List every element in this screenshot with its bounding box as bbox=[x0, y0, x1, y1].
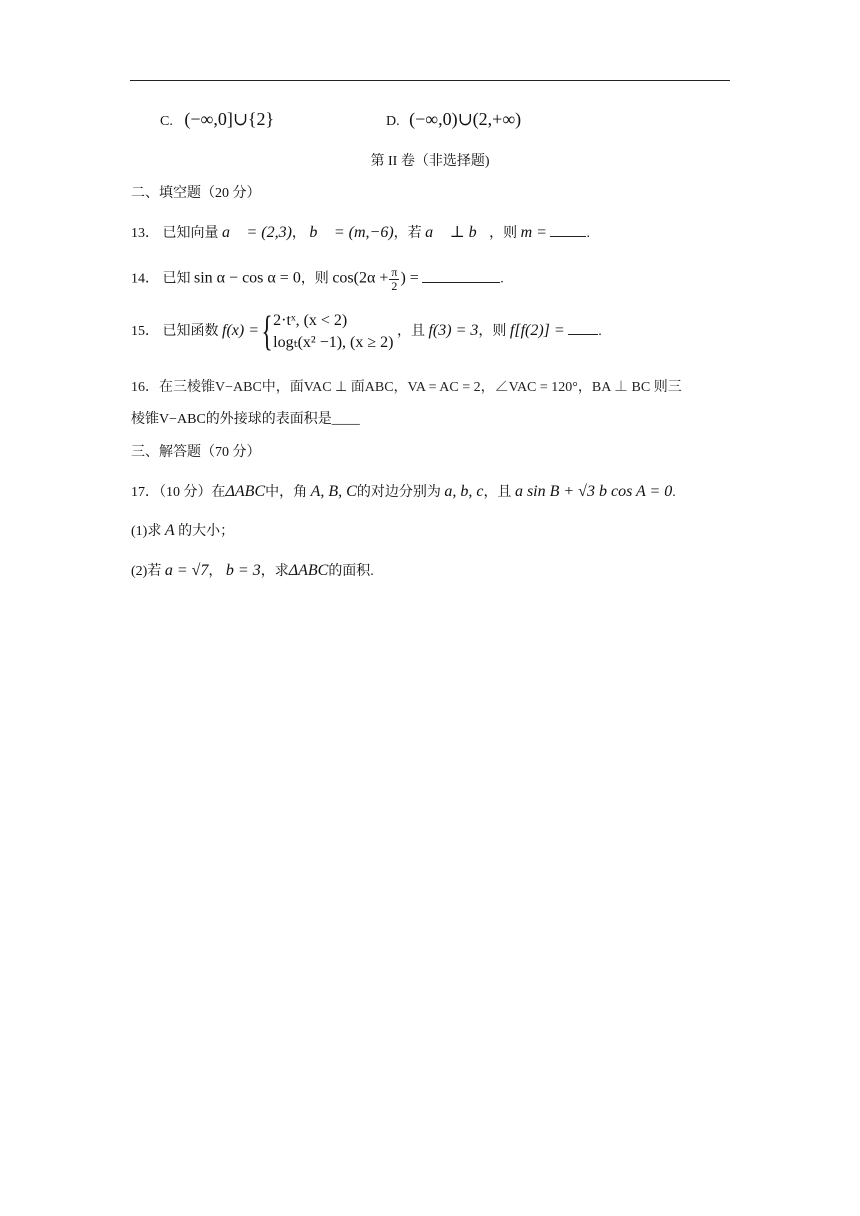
q13-m-eq: m = bbox=[520, 224, 547, 241]
q15-f-def: f(x) = bbox=[222, 322, 259, 340]
q14-frac-num: π bbox=[391, 265, 398, 279]
q17-end: . bbox=[672, 485, 676, 500]
q17-equation: a sin B + √3 b cos A = 0 bbox=[514, 483, 673, 500]
q17-intro: 17．（10 分）在 bbox=[131, 485, 226, 500]
q17-p2-triangle: ΔABC bbox=[288, 562, 329, 579]
option-c bbox=[160, 108, 274, 133]
q13-number: 13． bbox=[131, 226, 159, 241]
option-d-label: D. bbox=[386, 114, 400, 129]
q15-ask: f[f(2)] = bbox=[509, 322, 565, 340]
q13-vector-b: b⃗ = (m,−6) bbox=[309, 224, 394, 241]
q14-text-2: ，则 bbox=[300, 271, 329, 287]
question-15 bbox=[131, 310, 602, 354]
question-14 bbox=[131, 266, 504, 293]
q17-p2-sep: ， bbox=[208, 564, 223, 579]
question-16-line-2: 棱锥V−ABC的外接球的表面积是____ bbox=[131, 412, 360, 427]
section2-title: 二、填空题（20 分） bbox=[131, 186, 261, 201]
q14-expr-post: ) = bbox=[400, 269, 419, 287]
q17-text-1: 中，角 bbox=[265, 485, 308, 500]
header-rule bbox=[130, 80, 730, 81]
q14-frac-den: 2 bbox=[391, 279, 398, 293]
option-d bbox=[386, 108, 521, 133]
q13-text-2: ，若 bbox=[393, 226, 422, 241]
q13-answer-blank bbox=[550, 222, 586, 237]
q13-text-3: ，则 bbox=[489, 226, 518, 241]
q17-p2-post: 的面积. bbox=[328, 564, 374, 579]
q14-expr-pre: cos(2α + bbox=[332, 269, 389, 287]
q14-condition: sin α − cos α = 0 bbox=[194, 269, 301, 287]
q14-answer-blank bbox=[422, 268, 500, 283]
q14-text-1: 已知 bbox=[162, 271, 191, 287]
q15-end: . bbox=[598, 324, 602, 340]
q13-perp: a⃗ ⊥ b⃗ bbox=[425, 224, 490, 241]
q13-sep: ， bbox=[291, 226, 306, 241]
q17-angles: A, B, C bbox=[310, 483, 357, 500]
q15-text-2: ，且 bbox=[396, 324, 425, 340]
q14-number: 14． bbox=[131, 271, 159, 287]
q14-fraction bbox=[389, 266, 399, 293]
q17-sides: a, b, c bbox=[444, 483, 484, 500]
question-13 bbox=[131, 222, 590, 245]
q17-text-2: 的对边分别为 bbox=[356, 485, 441, 500]
q15-given: f(3) = 3 bbox=[428, 322, 479, 340]
q17-p2-b: b = 3 bbox=[225, 562, 261, 579]
question-17 bbox=[131, 481, 676, 504]
option-c-label: C. bbox=[160, 114, 173, 129]
q17-p1-post: 的大小； bbox=[178, 524, 235, 539]
q17-part-2 bbox=[131, 560, 374, 583]
question-16-line-1: 16．在三棱锥V−ABC中，面VAC ⊥ 面ABC，VA = AC = 2，∠VAC = 120°，BA ⊥ BC 则三 bbox=[131, 380, 682, 395]
q13-vector-a: a⃗ = (2,3) bbox=[222, 224, 292, 241]
q15-case-1: 2·tˣ, (x < 2) bbox=[273, 312, 348, 329]
q15-case-2: logₜ(x² −1), (x ≥ 2) bbox=[273, 334, 394, 351]
q15-answer-blank bbox=[568, 320, 598, 335]
section3-title: 三、解答题（70 分） bbox=[131, 445, 261, 460]
q15-text-3: ，则 bbox=[478, 324, 507, 340]
q14-end: . bbox=[500, 271, 504, 287]
q15-number: 15． bbox=[131, 324, 159, 340]
volume-title: 第 II 卷（非选择题) bbox=[370, 154, 490, 169]
q15-cases bbox=[273, 310, 393, 354]
q13-text-1: 已知向量 bbox=[162, 226, 219, 241]
option-d-expr: (−∞,0)∪(2,+∞) bbox=[409, 109, 522, 129]
q15-brace: { bbox=[261, 309, 273, 355]
q17-p2-mid: ，求 bbox=[260, 564, 289, 579]
q17-p2-pre: (2)若 bbox=[131, 564, 162, 579]
q17-text-3: ，且 bbox=[483, 485, 512, 500]
option-c-expr: (−∞,0]∪{2} bbox=[184, 109, 275, 129]
q15-text-1: 已知函数 bbox=[162, 324, 219, 340]
q17-p2-a: a = √7 bbox=[164, 562, 209, 579]
q17-triangle: ΔABC bbox=[225, 483, 266, 500]
q13-end: . bbox=[586, 226, 590, 241]
q17-p1-pre: (1)求 bbox=[131, 524, 162, 539]
q17-p1-var: A bbox=[164, 522, 175, 539]
q17-part-1 bbox=[131, 520, 234, 543]
